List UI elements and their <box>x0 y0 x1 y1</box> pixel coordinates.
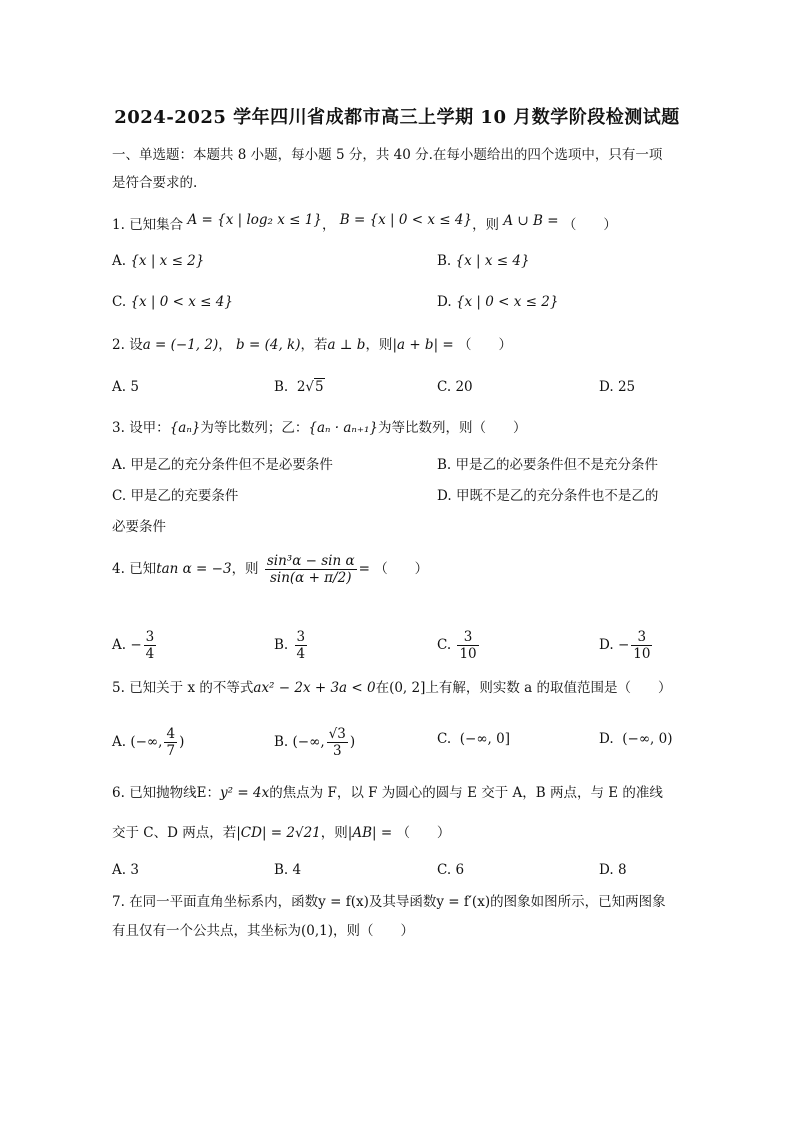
question-number: 7. <box>112 894 125 910</box>
question-text: 已知集合 <box>129 217 184 233</box>
question-2 <box>112 335 512 355</box>
option-letter: D. <box>437 488 452 504</box>
q1-option-a <box>112 251 204 271</box>
option-letter: D. <box>599 379 614 395</box>
question-4 <box>112 553 428 586</box>
q5-option-c <box>437 729 510 749</box>
option-fraction <box>164 726 177 759</box>
section-instruction-line2: 是符合要求的. <box>112 175 198 191</box>
question-text: 为等比数列，则（ ） <box>378 420 527 436</box>
option-text: 甲是乙的必要条件但不是充分条件 <box>455 457 659 473</box>
option-fraction <box>144 629 157 662</box>
option-formula: (−∞, 0) <box>622 731 673 747</box>
magnitude-expression: |a + b| = <box>392 337 454 353</box>
question-number: 3. <box>112 420 125 436</box>
equals-sign: = <box>358 561 370 577</box>
interval-formula: (0, 2] <box>389 680 426 696</box>
question-text: ，则 <box>365 337 393 353</box>
sequence-formula: {aₙ · aₙ₊₁} <box>308 420 379 436</box>
radicand: 5 <box>315 379 324 395</box>
q1-option-c <box>112 292 233 312</box>
q5-option-d <box>599 729 673 749</box>
option-letter: A. <box>112 253 127 269</box>
set-b-formula: B = {x | 0 < x ≤ 4} <box>339 212 473 228</box>
option-value: 20 <box>455 379 473 395</box>
question-6-line1 <box>112 783 663 803</box>
fraction-denominator: 10 <box>459 646 477 662</box>
option-letter: D. <box>599 637 614 653</box>
option-sign: − <box>617 637 630 653</box>
option-letter: A. <box>112 457 127 473</box>
sequence-formula: {aₙ} <box>169 420 201 436</box>
q5-option-a <box>112 726 184 759</box>
question-text: 在同一平面直角坐标系内，函数y = f(x)及其导函数y = f′(x)的图象如图所示，已知两图象 <box>129 894 666 910</box>
question-text: ，则 <box>231 561 259 577</box>
fraction-numerator: 3 <box>631 629 652 646</box>
option-letter: D. <box>599 731 614 747</box>
option-letter: C. <box>437 637 452 653</box>
condition-formula: tan α = −3 <box>156 561 232 577</box>
fraction-numerator: 4 <box>166 726 176 742</box>
q2-option-c <box>437 377 473 397</box>
answer-paren: （ ） <box>374 561 429 577</box>
fraction-denominator: sin(α + π/2) <box>269 570 352 586</box>
option-value: 25 <box>617 379 636 395</box>
option-letter: B. <box>437 253 452 269</box>
option-coefficient: 2 <box>296 379 306 395</box>
option-letter: B. <box>274 734 289 750</box>
answer-paren: （ ） <box>396 825 451 841</box>
q6-option-b <box>274 860 301 880</box>
q3-option-a <box>112 455 333 475</box>
perpendicular-condition: a ⊥ b <box>327 337 366 353</box>
question-number: 4. <box>112 561 125 577</box>
option-letter: A. <box>112 379 127 395</box>
option-letter: C. <box>112 294 127 310</box>
option-value: 4 <box>292 862 302 878</box>
q2-option-a <box>112 377 139 397</box>
question-number: 2. <box>112 337 125 353</box>
option-letter: A. <box>112 862 127 878</box>
question-text: 设甲： <box>129 420 170 436</box>
option-letter: B. <box>274 862 289 878</box>
vector-b-formula: b = (4, k) <box>236 337 301 353</box>
q6-option-a <box>112 860 139 880</box>
question-7-line2: 有且仅有一个公共点，其坐标为(0,1)，则（ ） <box>112 923 415 939</box>
separator: ， <box>218 337 232 353</box>
option-letter: B. <box>274 379 289 395</box>
fraction-numerator: 3 <box>457 629 478 646</box>
separator: ， <box>321 217 336 233</box>
chord-cd-formula: |CD| = 2√21 <box>236 825 321 841</box>
q4-option-c <box>437 629 481 662</box>
section-instruction-line1: 一、单选题：本题共 8 小题，每小题 5 分，共 40 分.在每小题给出的四个选项中，只有一项 <box>112 147 663 163</box>
question-text: 上有解，则实数 a 的取值范围是（ ） <box>425 680 672 696</box>
answer-paren: （ ） <box>562 217 617 233</box>
trig-fraction <box>265 553 357 586</box>
page-title: 2024-2025 学年四川省成都市高三上学期 10 月数学阶段检测试题 <box>114 107 680 128</box>
option-fraction <box>631 629 652 662</box>
question-7-line1 <box>112 892 666 912</box>
q6-option-c <box>437 860 464 880</box>
fraction-numerator: 3 <box>296 629 306 645</box>
option-value: 6 <box>455 862 465 878</box>
question-text: ，则 <box>472 217 500 233</box>
option-letter: D. <box>599 862 614 878</box>
option-formula: {x | 0 < x ≤ 2} <box>455 294 559 310</box>
question-text: 为等比数列；乙： <box>200 420 309 436</box>
question-text: 已知关于 x 的不等式 <box>129 680 254 696</box>
option-fraction <box>457 629 478 662</box>
fraction-numerator: 3 <box>145 629 155 645</box>
q2-option-b <box>274 377 325 397</box>
interval-left: (−∞, <box>130 734 163 750</box>
option-formula: {x | x ≤ 4} <box>455 253 530 269</box>
fraction-denominator: 4 <box>145 646 155 662</box>
vector-a-formula: a = (−1, 2) <box>142 337 219 353</box>
option-letter: C. <box>437 862 452 878</box>
question-number: 5. <box>112 680 125 696</box>
question-number: 6. <box>112 785 125 801</box>
q6-option-d <box>599 860 627 880</box>
fraction-denominator: 10 <box>633 646 651 662</box>
question-text: ，若 <box>300 337 328 353</box>
fraction-numerator: sin³α − sin α <box>266 553 355 569</box>
q3-option-d <box>437 486 658 506</box>
interval-left: (−∞, <box>292 734 325 750</box>
option-letter: B. <box>274 637 289 653</box>
question-text: ，则 <box>320 825 348 841</box>
fraction-denominator: 3 <box>332 743 342 759</box>
option-letter: A. <box>112 734 127 750</box>
parabola-formula: y² = 4x <box>220 785 270 801</box>
question-number: 1. <box>112 217 125 233</box>
fraction-denominator: 7 <box>166 743 176 759</box>
option-text: 甲是乙的充分条件但不是必要条件 <box>130 457 333 473</box>
question-text: 交于 C、D 两点，若 <box>112 825 237 841</box>
q5-option-b <box>274 726 355 759</box>
union-expression: A ∪ B = <box>503 213 559 229</box>
interval-right: ) <box>349 734 356 750</box>
question-text: 的焦点为 F，以 F 为圆心的圆与 E 交于 A，B 两点，与 E 的准线 <box>269 785 663 801</box>
question-6-line2 <box>112 823 450 843</box>
option-letter: B. <box>437 457 452 473</box>
q2-option-d <box>599 377 635 397</box>
question-text: 已知 <box>129 561 157 577</box>
fraction-denominator: 4 <box>296 646 306 662</box>
q1-option-b <box>437 251 530 271</box>
question-text: 设 <box>129 337 143 353</box>
option-formula: {x | x ≤ 2} <box>130 253 205 269</box>
option-letter: D. <box>437 294 452 310</box>
q4-option-a <box>112 629 158 662</box>
option-value: 3 <box>130 862 139 878</box>
sqrt-sign: √ <box>305 379 315 395</box>
q3-option-b <box>437 455 658 475</box>
question-3 <box>112 418 527 438</box>
option-letter: C. <box>437 379 452 395</box>
option-letter: A. <box>112 637 127 653</box>
question-1 <box>112 212 617 235</box>
option-formula: {x | 0 < x ≤ 4} <box>130 294 233 310</box>
q4-option-d <box>599 629 654 662</box>
option-fraction <box>295 629 308 662</box>
question-5 <box>112 678 672 698</box>
option-value: 5 <box>130 379 139 395</box>
q4-option-b <box>274 629 309 662</box>
option-sign: − <box>130 637 142 653</box>
fraction-numerator: √3 <box>328 726 346 742</box>
option-value: 8 <box>617 862 627 878</box>
q1-option-d <box>437 292 558 312</box>
q3-option-c <box>112 486 238 506</box>
question-text: 已知抛物线E： <box>129 785 221 801</box>
option-formula: (−∞, 0] <box>459 731 510 747</box>
q3-option-d-continued: 必要条件 <box>112 519 166 535</box>
option-letter: C. <box>112 488 127 504</box>
question-text: 在 <box>375 680 390 696</box>
interval-right: ) <box>179 734 185 750</box>
set-a-formula: A = {x | log₂ x ≤ 1} <box>187 212 322 228</box>
option-text: 甲既不是乙的充分条件也不是乙的 <box>455 488 659 504</box>
option-text: 甲是乙的充要条件 <box>130 488 239 504</box>
inequality-formula: ax² − 2x + 3a < 0 <box>253 680 376 696</box>
option-fraction <box>327 726 348 759</box>
option-letter: C. <box>437 731 452 747</box>
chord-ab-expression: |AB| = <box>347 825 393 841</box>
answer-paren: （ ） <box>458 337 513 353</box>
